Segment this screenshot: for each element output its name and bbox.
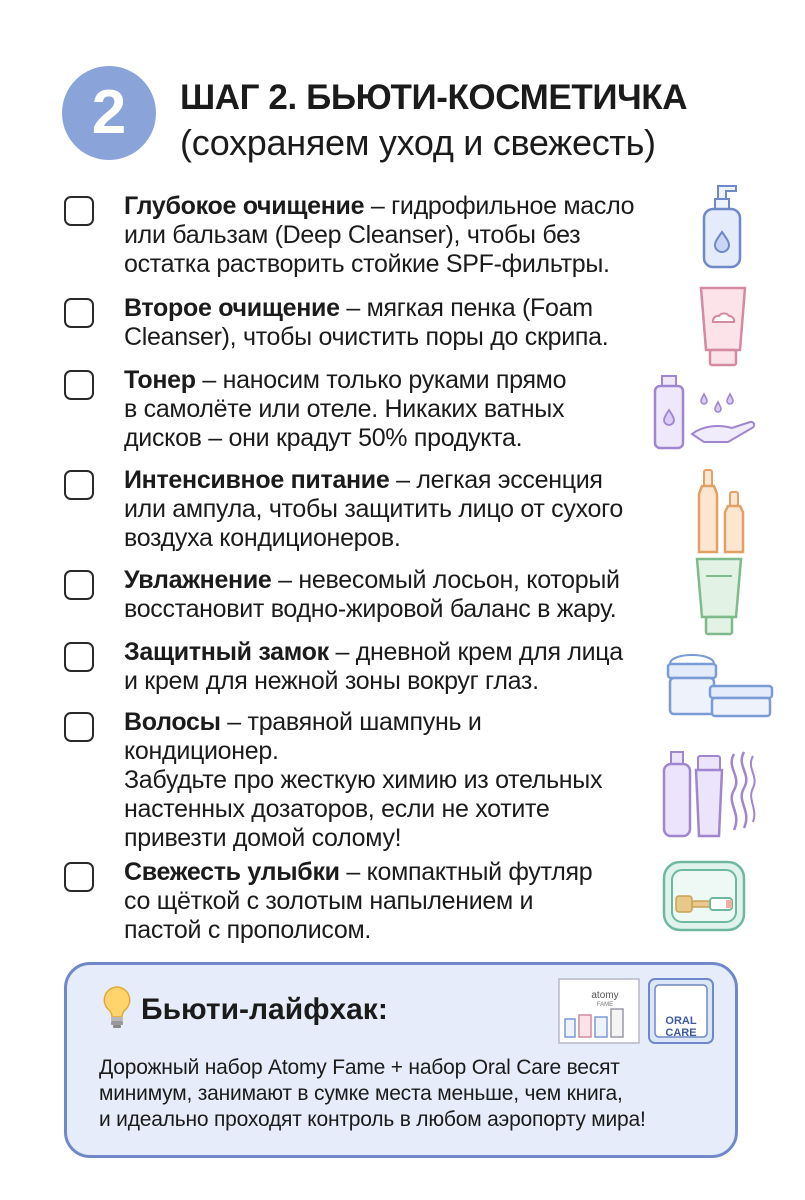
checkbox[interactable] [64, 196, 94, 226]
item-text: Свежесть улыбки – компактный футляр со щёткой с золотым напылением и пастой с прополисом. [124, 858, 593, 944]
tip-products-illustration [557, 975, 717, 1052]
toner-hand-icon [652, 372, 756, 452]
tip-title: Бьюти-лайфхак: [141, 993, 388, 1026]
lotion-tube-icon [694, 556, 744, 638]
checkbox[interactable] [64, 370, 94, 400]
checkbox[interactable] [64, 642, 94, 672]
oral-care-label: ORAL CARE [665, 1015, 697, 1039]
item-text: Тонер – наносим только руками прямо в самолёте или отеле. Никаких ватных дисков – они крадут 50% продукта. [124, 366, 567, 452]
checkbox[interactable] [64, 570, 94, 600]
checkbox[interactable] [64, 298, 94, 328]
shampoo-hair-icon [660, 748, 758, 840]
page-subtitle: (сохраняем уход и свежесть) [180, 122, 656, 163]
item-text: Увлажнение – невесомый лосьон, который восстановит водно-жировой баланс в жару. [124, 566, 620, 623]
lightbulb-icon [101, 985, 133, 1029]
step-number: 2 [91, 78, 127, 147]
checkbox[interactable] [64, 712, 94, 742]
toothbrush-case-icon [660, 858, 748, 934]
checkbox[interactable] [64, 862, 94, 892]
item-text: Защитный замок – дневной крем для лица и крем для нежной зоны вокруг глаз. [124, 638, 623, 695]
foam-tube-icon [698, 285, 748, 369]
atomy-brand-label: atomy [591, 990, 619, 1001]
item-text: Второе очищение – мягкая пенка (Foam Cleanser), чтобы очистить поры до скрипа. [124, 294, 609, 351]
atomy-fame-label: FAME [596, 1002, 614, 1008]
item-text: Волосы – травяной шампунь и кондиционер. Забудьте про жесткую химию из отельных настенных дозаторов, если не хотите привезти домой солому! [124, 708, 603, 852]
beauty-tip-box [64, 962, 738, 1158]
item-text: Глубокое очищение – гидрофильное масло или бальзам (Deep Cleanser), чтобы без остатка растворить стойкие SPF-фильтры. [124, 192, 635, 278]
page-title: ШАГ 2. БЬЮТИ-КОСМЕТИЧКА [180, 78, 688, 117]
item-text: Интенсивное питание – легкая эссенция или ампула, чтобы защитить лицо от сухого воздуха кондиционеров. [124, 466, 623, 552]
checkbox[interactable] [64, 470, 94, 500]
tip-text: Дорожный набор Atomy Fame + набор Oral Care весят минимум, занимают в сумке места меньше, чем книга, и идеально проходят контроль в любом аэропорту мира! [99, 1056, 646, 1131]
step-number-badge [62, 66, 156, 160]
ampoule-icon [694, 466, 756, 558]
pump-bottle-icon [690, 180, 754, 272]
